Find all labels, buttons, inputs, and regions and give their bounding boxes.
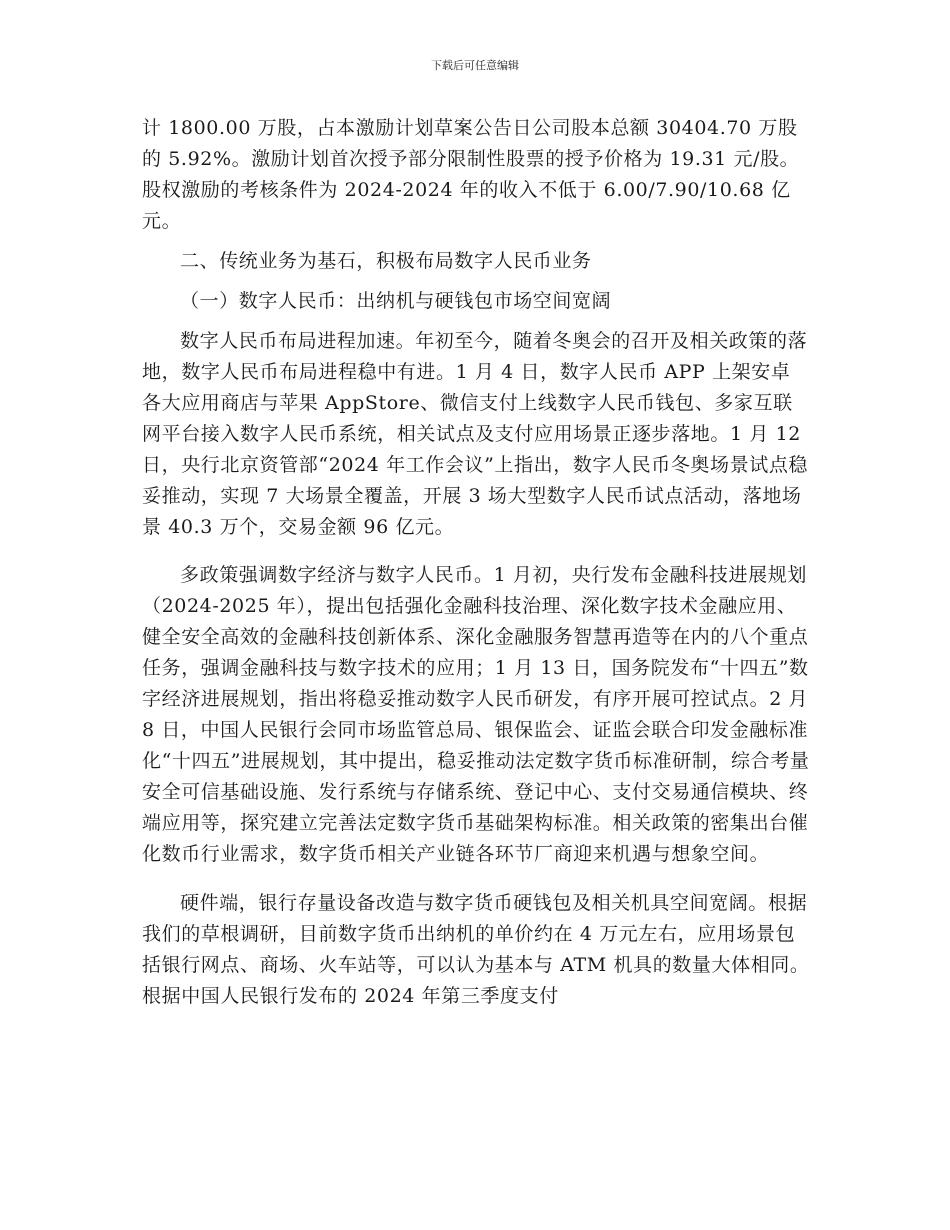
page-header: 下载后可任意编辑 (431, 59, 519, 72)
section-heading: 二、传统业务为基石，积极布局数字人民币业务 (180, 250, 592, 272)
document-body (142, 113, 810, 1012)
paragraph-hardware: 硬件端，银行存量设备改造与数字货币硬钱包及相关机具空间宽阔。根据我们的草根调研，目前数字货币出纳机的单价约在 4 万元左右，应用场景包括银行网点、商场、火车站等，可以认为基本与 ATM 机具的数量大体相同。根据中国人民银行发布的 2024 年第三季度支付 (142, 892, 810, 1007)
paragraph-continuation: 计 1800.00 万股，占本激励计划草案公告日公司股本总额 30404.70 万股的 5.92%。激励计划首次授予部分限制性股票的授予价格为 19.31 元/股。股权激励的考核条件为 2024-2024 年的收入不低于 6.00/7.90/10.68 亿元。 (142, 117, 800, 232)
subsection-heading: （一）数字人民币：出纳机与硬钱包市场空间宽阔 (180, 290, 612, 312)
paragraph-digital-rmb-progress: 数字人民币布局进程加速。年初至今，随着冬奥会的召开及相关政策的落地，数字人民币布局进程稳中有进。1 月 4 日，数字人民币 APP 上架安卓各大应用商店与苹果 AppStore、微信支付上线数字人民币钱包、多家互联网平台接入数字人民币系统，相关试点及支付应用场景正逐步落地。1 月 12 日，央行北京资管部“2024 年工作会议”上指出，数字人民币冬奥场景试点稳妥推动，实现 7 大场景全覆盖，开展 3 场大型数字人民币试点活动，落地场景 40.3 万个，交易金额 96 亿元。 (142, 330, 809, 538)
paragraph-policy: 多政策强调数字经济与数字人民币。1 月初，央行发布金融科技进展规划 （2024-2025 年），提出包括强化金融科技治理、深化数字技术金融应用、健全安全高效的金融科技创新体系、深化金融服务智慧再造等在内的八个重点任务，强调金融科技与数字技术的应用；1 月 13 日，国务院发布“十四五”数字经济进展规划，指出将稳妥推动数字人民币研发，有序开展可控试点。2 月 8 日，中国人民银行会同市场监管总局、银保监会、证监会联合印发金融标准化“十四五”进展规划，其中提出，稳妥推动法定数字货币标准研制，综合考量安全可信基础设施、发行系统与存储系统、登记中心、支付交易通信模块、终端应用等，探究建立完善法定数字货币基础架构标准。相关政策的密集出台催化数币行业需求，数字货币相关产业链各环节厂商迎来机遇与想象空间。 (142, 564, 810, 865)
